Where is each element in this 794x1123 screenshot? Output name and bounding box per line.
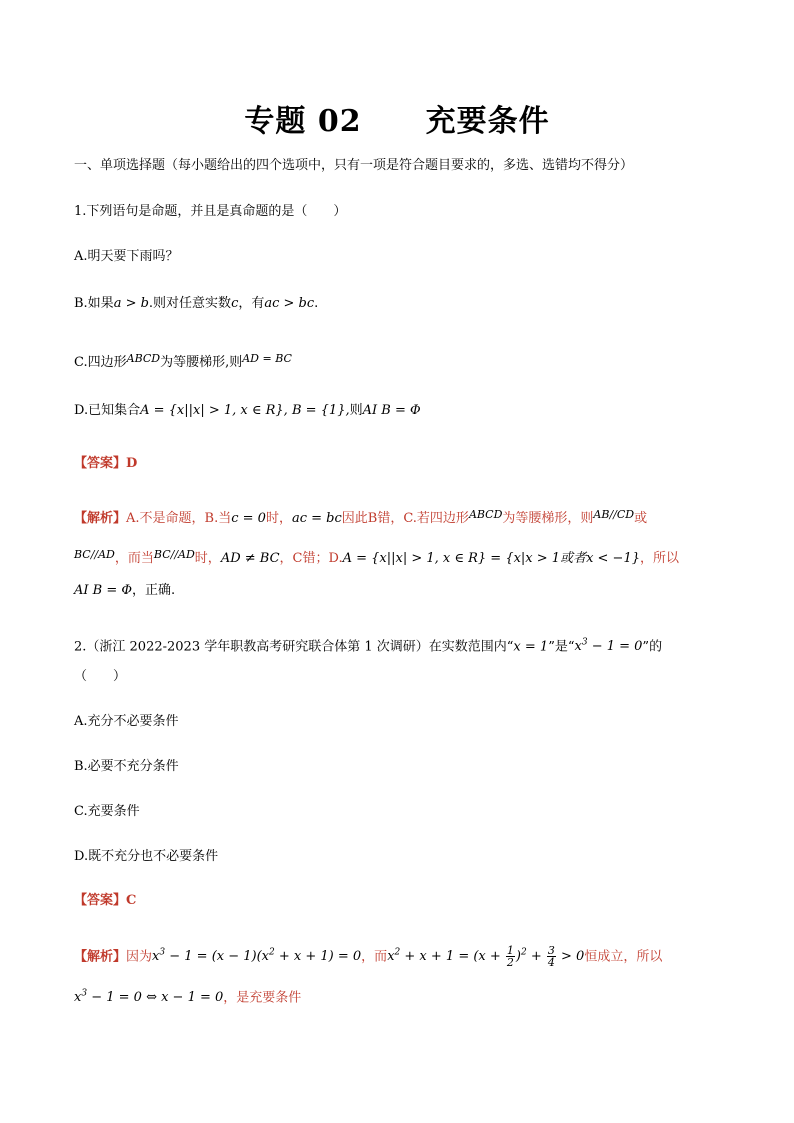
answer-label: 【答案】 — [74, 456, 127, 471]
q1-analysis-line-3 — [74, 582, 175, 600]
q2-analysis-line-1 — [74, 944, 662, 968]
q1-option-c-text: C.四边形 — [74, 355, 127, 370]
q2-stem-text: ”的 — [642, 639, 663, 655]
q1-option-b-text: B.如果 — [74, 296, 114, 311]
math-part: − 1 = 0 — [587, 639, 643, 655]
analysis-text: A.不是命题，B.当 — [126, 511, 232, 526]
analysis-math: BC//AD — [74, 548, 115, 561]
analysis-math: AB//CD — [593, 508, 635, 521]
analysis-text: 时， — [265, 511, 292, 526]
math-exponent: 2 — [520, 948, 527, 958]
q2-stem-math: x = 1 — [513, 639, 549, 655]
math-part: − 1 = 0 ⇔ x − 1 = 0 — [87, 990, 224, 1006]
q2-option-c: C.充要条件 — [74, 804, 140, 819]
analysis-text: ，C错；D. — [279, 551, 343, 566]
analysis-math: A = {x||x| > 1, x ∈ R} = {x|x > 1或者x < −1} — [342, 551, 640, 566]
analysis-text: 恒成立，所以 — [584, 949, 663, 965]
q1-analysis-line-2 — [74, 546, 679, 568]
title-topic-number: 专题 02 — [244, 104, 362, 139]
q2-option-a: A.充分不必要条件 — [74, 714, 179, 729]
q1-option-b — [74, 295, 318, 313]
math-exponent: 3 — [159, 948, 166, 958]
q1-option-d-text: D.已知集合 — [74, 403, 141, 418]
q1-answer — [74, 455, 137, 473]
page-title — [0, 96, 794, 140]
q1-option-d-math: AI B = Φ — [362, 403, 421, 418]
q2-answer — [74, 892, 136, 910]
analysis-text: ，正确. — [132, 583, 176, 598]
analysis-text: ，所以 — [640, 551, 680, 566]
fraction-three-quarters — [547, 945, 556, 968]
math-exponent: 3 — [581, 638, 588, 648]
q2-option-b: B.必要不充分条件 — [74, 759, 179, 774]
section-heading: 一、单项选择题（每小题给出的四个选项中，只有一项是符合题目要求的，多选、选错均不得分） — [74, 158, 634, 173]
q1-option-c-math: AD = BC — [242, 352, 292, 365]
analysis-text: 因此B错，C.若四边形 — [341, 511, 469, 526]
q2-stem-paren: （ ） — [74, 669, 127, 684]
math-part: x — [574, 639, 582, 655]
q1-option-b-math: a > b — [113, 296, 149, 311]
analysis-math — [74, 990, 223, 1005]
math-part: − 1 = (x − 1)(x — [165, 949, 270, 965]
math-exponent: 3 — [81, 989, 88, 999]
analysis-math — [387, 944, 585, 970]
q1-option-b-math: c — [231, 296, 239, 311]
analysis-math: AD ≠ BC — [220, 551, 280, 566]
answer-value: C — [126, 893, 137, 908]
q2-stem-text: ”是“ — [548, 639, 575, 655]
analysis-text: ，而 — [361, 949, 388, 965]
math-part: + — [526, 949, 546, 965]
q2-stem — [74, 634, 662, 656]
q1-option-d-math: A = {x||x| > 1, x ∈ R}, B = {1}, — [140, 403, 350, 418]
answer-label: 【答案】 — [74, 893, 127, 908]
q2-stem-math — [574, 639, 642, 654]
analysis-text: 因为 — [126, 949, 153, 965]
math-exponent: 2 — [269, 948, 275, 958]
analysis-math: ac = bc — [291, 511, 342, 526]
q1-option-b-text: .则对任意实数 — [148, 296, 232, 311]
analysis-text: ，是充要条件 — [223, 990, 302, 1006]
analysis-label: 【解析】 — [74, 511, 127, 526]
fraction-denominator: 2 — [506, 956, 514, 970]
math-exponent: 2 — [394, 948, 401, 958]
math-part: x — [152, 949, 160, 965]
analysis-text: 时， — [194, 551, 221, 566]
math-part: x — [387, 949, 395, 965]
title-topic-name: 充要条件 — [425, 104, 550, 139]
analysis-math: BC//AD — [153, 548, 195, 561]
analysis-math — [152, 949, 361, 964]
q1-option-c-text: 为等腰梯形,则 — [160, 355, 243, 370]
q1-analysis-line-1 — [74, 506, 647, 528]
fraction-numerator: 3 — [547, 944, 555, 958]
math-part: > 0 — [556, 949, 585, 965]
analysis-math: c = 0 — [231, 511, 266, 526]
q1-option-c-math: ABCD — [126, 352, 161, 365]
q2-option-d: D.既不充分也不必要条件 — [74, 849, 219, 864]
analysis-text: 为等腰梯形，则 — [502, 511, 594, 526]
q2-stem-text: 2.（浙江 2022-2023 学年职教高考研究联合体第 1 次调研）在实数范围内“ — [74, 639, 514, 655]
q1-option-b-math: ac > bc — [264, 296, 315, 311]
q1-option-c — [74, 350, 292, 372]
analysis-label: 【解析】 — [74, 949, 127, 965]
fraction-denominator: 4 — [547, 956, 555, 970]
analysis-math: AI B = Φ — [74, 583, 133, 598]
analysis-text: ，而当 — [114, 551, 154, 566]
q1-option-d — [74, 402, 421, 420]
math-part: ) — [515, 949, 521, 965]
q2-analysis-line-2 — [74, 985, 301, 1007]
analysis-text: 或 — [634, 511, 648, 526]
answer-value: D — [126, 456, 138, 471]
fraction-numerator: 1 — [506, 944, 514, 958]
q1-option-a: A.明天要下雨吗？ — [74, 249, 179, 264]
math-part: + x + 1) = 0 — [274, 949, 362, 965]
q1-option-b-text: . — [314, 296, 319, 311]
math-part: + x + 1 = (x + — [400, 949, 505, 965]
q1-stem: 1.下列语句是命题，并且是真命题的是（ ） — [74, 204, 347, 219]
q1-option-b-text: ，有 — [238, 296, 265, 311]
fraction-one-half — [506, 945, 515, 968]
analysis-math: ABCD — [468, 508, 503, 521]
q1-option-d-text: 则 — [349, 403, 363, 418]
math-part: x — [74, 990, 82, 1006]
